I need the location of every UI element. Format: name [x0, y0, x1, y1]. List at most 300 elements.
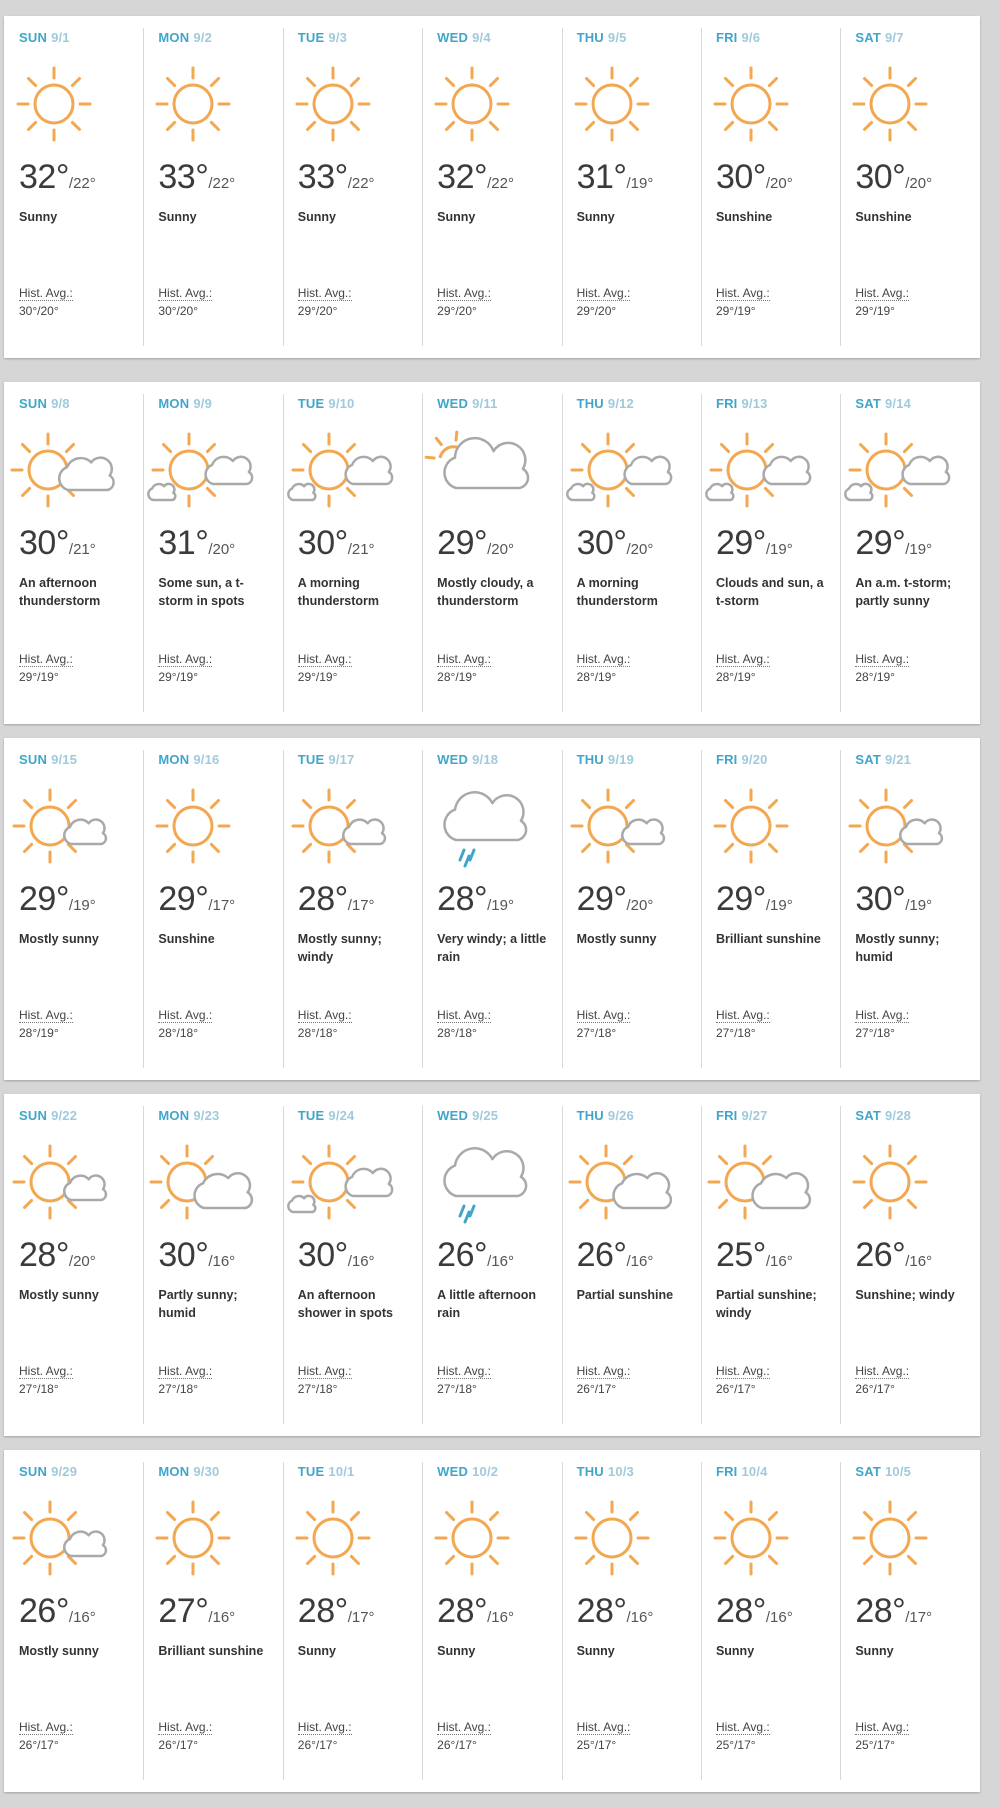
hist-avg-label[interactable]: Hist. Avg.: — [715, 1008, 770, 1022]
hist-avg-label[interactable]: Hist. Avg.: — [158, 652, 213, 666]
day-header — [298, 752, 422, 770]
hist-avg-label[interactable]: Hist. Avg.: — [715, 286, 770, 300]
historical-average — [716, 1006, 770, 1042]
low-temp: /17° — [905, 1609, 933, 1626]
low-temp: /19° — [487, 897, 514, 914]
day-header — [716, 752, 840, 770]
forecast-phrase: Mostly sunny — [19, 1644, 99, 1658]
high-temp: 29° — [855, 524, 906, 562]
hist-avg-value: 28°/18° — [297, 1026, 338, 1040]
day-date: 9/10 — [328, 396, 355, 411]
temperatures — [19, 158, 96, 197]
sun-icon — [426, 1492, 526, 1592]
day-of-week: SAT — [855, 396, 881, 411]
historical-average — [577, 284, 631, 320]
rain-icon — [426, 1136, 526, 1236]
low-temp: /16° — [208, 1253, 236, 1270]
week-row — [4, 738, 980, 1080]
high-temp: 28° — [715, 1592, 766, 1630]
day-header — [716, 396, 840, 414]
high-temp: 30° — [297, 1236, 348, 1274]
forecast-phrase: Sunny — [437, 1644, 476, 1658]
day-card[interactable] — [283, 738, 422, 1080]
day-card[interactable] — [840, 1094, 979, 1436]
high-temp: 32° — [437, 158, 488, 196]
hist-avg-value: 26°/17° — [437, 1738, 477, 1752]
day-date: 9/26 — [607, 1108, 634, 1123]
day-of-week: SAT — [855, 1464, 881, 1479]
hist-avg-label[interactable]: Hist. Avg.: — [855, 286, 910, 300]
hist-avg-label[interactable]: Hist. Avg.: — [437, 1720, 491, 1734]
sun-icon — [844, 1136, 944, 1236]
high-temp: 28° — [437, 880, 488, 918]
low-temp: /17° — [208, 897, 236, 914]
hist-avg-label[interactable]: Hist. Avg.: — [19, 1008, 73, 1022]
sun-icon — [287, 1492, 387, 1592]
temperatures — [577, 158, 654, 197]
day-card[interactable] — [562, 1094, 701, 1436]
day-date: 9/8 — [51, 396, 70, 411]
high-temp: 26° — [19, 1592, 69, 1630]
day-card[interactable] — [422, 16, 561, 358]
forecast-phrase: A morning thunderstorm — [576, 576, 658, 608]
day-card[interactable] — [562, 738, 701, 1080]
day-of-week: SUN — [19, 752, 48, 767]
day-of-week: WED — [437, 752, 469, 767]
hist-avg-value: 28°/19° — [437, 670, 477, 684]
temperatures — [716, 1592, 793, 1631]
day-card[interactable] — [701, 1094, 840, 1436]
temperatures — [716, 880, 793, 919]
day-header — [716, 1464, 840, 1482]
day-card[interactable] — [4, 1094, 143, 1436]
hist-avg-label[interactable]: Hist. Avg.: — [437, 1364, 491, 1378]
hist-avg-value: 26°/17° — [855, 1382, 895, 1396]
low-temp: /16° — [487, 1609, 514, 1626]
day-date: 9/5 — [607, 30, 627, 45]
high-temp: 30° — [19, 524, 69, 562]
day-card[interactable] — [143, 382, 282, 724]
day-header — [577, 752, 701, 770]
hist-avg-label[interactable]: Hist. Avg.: — [576, 1364, 631, 1378]
day-header — [437, 1108, 561, 1126]
forecast-phrase: Very windy; a little rain — [437, 932, 547, 964]
hist-avg-value: 30°/20° — [158, 304, 199, 318]
low-temp: /20° — [765, 175, 793, 192]
hist-avg-label[interactable]: Hist. Avg.: — [297, 286, 352, 300]
day-card[interactable] — [422, 1450, 561, 1792]
temperatures — [855, 524, 932, 563]
day-date: 10/5 — [884, 1464, 912, 1479]
sun-clouds-icon — [566, 424, 666, 524]
hist-avg-label[interactable]: Hist. Avg.: — [158, 286, 213, 300]
hist-avg-label[interactable]: Hist. Avg.: — [19, 286, 73, 300]
hist-avg-label[interactable]: Hist. Avg.: — [437, 1008, 491, 1022]
day-date: 9/21 — [884, 752, 912, 767]
day-card[interactable] — [143, 16, 282, 358]
hist-avg-label[interactable]: Hist. Avg.: — [297, 1720, 352, 1734]
hist-avg-label[interactable]: Hist. Avg.: — [576, 652, 631, 666]
hist-avg-value: 27°/18° — [297, 1382, 338, 1396]
historical-average — [437, 1718, 491, 1754]
hist-avg-label[interactable]: Hist. Avg.: — [158, 1008, 213, 1022]
temperatures — [19, 1236, 96, 1275]
day-card[interactable] — [840, 1450, 979, 1792]
day-of-week: SUN — [19, 1108, 48, 1123]
day-date: 9/2 — [193, 30, 212, 45]
day-date: 9/7 — [884, 30, 904, 45]
hist-avg-value: 26°/17° — [19, 1738, 59, 1752]
day-header — [855, 1464, 979, 1482]
day-card[interactable] — [701, 16, 840, 358]
hist-avg-label[interactable]: Hist. Avg.: — [297, 1364, 352, 1378]
sun-icon — [705, 58, 805, 158]
hist-avg-label[interactable]: Hist. Avg.: — [19, 1364, 73, 1378]
sun-icon — [147, 780, 247, 880]
week-row — [4, 1450, 980, 1792]
sun-clouds-icon — [287, 424, 387, 524]
sun-cloud-icon — [8, 424, 108, 524]
historical-average — [855, 650, 909, 686]
hist-avg-label[interactable]: Hist. Avg.: — [855, 1008, 910, 1022]
forecast-phrase: Partial sunshine — [576, 1288, 674, 1302]
day-header — [298, 1108, 422, 1126]
hist-avg-value: 29°/20° — [297, 304, 338, 318]
week-row — [4, 382, 980, 724]
historical-average — [19, 1362, 73, 1398]
day-header — [577, 396, 701, 414]
day-header — [716, 30, 840, 48]
day-header — [716, 1108, 840, 1126]
low-temp: /16° — [765, 1609, 793, 1626]
forecast-phrase: Sunshine — [715, 210, 773, 224]
sun-clouds-icon — [147, 424, 247, 524]
day-of-week: MON — [158, 1108, 190, 1123]
sun-icon — [844, 58, 944, 158]
forecast-phrase: Sunshine; windy — [855, 1288, 955, 1302]
day-header — [158, 1464, 282, 1482]
day-card[interactable] — [422, 738, 561, 1080]
forecast-phrase: An afternoon shower in spots — [297, 1288, 393, 1320]
low-temp: /17° — [347, 897, 375, 914]
forecast-phrase: Partial sunshine; windy — [715, 1288, 817, 1320]
day-date: 9/25 — [472, 1108, 499, 1123]
day-of-week: WED — [437, 396, 469, 411]
sun-icon — [426, 58, 526, 158]
day-date: 9/3 — [328, 30, 348, 45]
forecast-phrase: Clouds and sun, a t-storm — [715, 576, 824, 608]
hist-avg-label[interactable]: Hist. Avg.: — [855, 652, 910, 666]
hist-avg-label[interactable]: Hist. Avg.: — [297, 1008, 352, 1022]
hist-avg-value: 27°/18° — [576, 1026, 617, 1040]
historical-average — [158, 1006, 212, 1042]
day-card[interactable] — [840, 16, 979, 358]
forecast-phrase: Sunny — [19, 210, 58, 224]
forecast-phrase: Sunny — [158, 210, 197, 224]
low-temp: /16° — [626, 1609, 654, 1626]
high-temp: 30° — [855, 880, 906, 918]
high-temp: 33° — [158, 158, 209, 196]
low-temp: /16° — [626, 1253, 654, 1270]
forecast-phrase: A little afternoon rain — [437, 1288, 537, 1320]
historical-average — [437, 1006, 491, 1042]
temperatures — [437, 880, 514, 919]
high-temp: 33° — [297, 158, 348, 196]
hist-avg-value: 25°/17° — [715, 1738, 756, 1752]
high-temp: 30° — [576, 524, 627, 562]
forecast-phrase: Mostly sunny; windy — [297, 932, 382, 964]
low-temp: /19° — [68, 897, 96, 914]
day-card[interactable] — [283, 382, 422, 724]
temperatures — [298, 524, 375, 563]
day-header — [855, 396, 979, 414]
temperatures — [19, 524, 96, 563]
historical-average — [577, 650, 631, 686]
sun-icon — [566, 58, 666, 158]
temperatures — [158, 1592, 235, 1631]
historical-average — [577, 1362, 631, 1398]
forecast-phrase: An a.m. t-storm; partly sunny — [855, 576, 952, 608]
hist-avg-label[interactable]: Hist. Avg.: — [437, 286, 491, 300]
mostly-sunny-icon — [8, 1492, 108, 1592]
hist-avg-label[interactable]: Hist. Avg.: — [715, 1720, 770, 1734]
day-card[interactable] — [840, 738, 979, 1080]
hist-avg-value: 26°/17° — [297, 1738, 338, 1752]
historical-average — [298, 1006, 352, 1042]
historical-average — [19, 1006, 73, 1042]
day-of-week: SUN — [19, 30, 48, 45]
historical-average — [577, 1006, 631, 1042]
forecast-phrase: Sunny — [855, 1644, 894, 1658]
day-of-week: THU — [576, 1464, 604, 1479]
temperatures — [158, 158, 235, 197]
hist-avg-value: 28°/18° — [437, 1026, 477, 1040]
forecast-phrase: Sunny — [297, 1644, 336, 1658]
day-date: 9/17 — [328, 752, 355, 767]
day-card[interactable] — [4, 1450, 143, 1792]
day-card[interactable] — [283, 16, 422, 358]
day-card[interactable] — [143, 1094, 282, 1436]
forecast-phrase: Mostly sunny — [19, 1288, 99, 1302]
historical-average — [298, 650, 352, 686]
high-temp: 28° — [437, 1592, 488, 1630]
low-temp: /22° — [487, 175, 514, 192]
historical-average — [437, 1362, 491, 1398]
temperatures — [158, 880, 235, 919]
day-of-week: TUE — [297, 752, 325, 767]
mostly-sunny-icon — [566, 780, 666, 880]
day-of-week: MON — [158, 396, 190, 411]
low-temp: /20° — [208, 541, 236, 558]
low-temp: /22° — [68, 175, 96, 192]
day-card[interactable] — [840, 382, 979, 724]
hist-avg-value: 29°/20° — [437, 304, 477, 318]
day-date: 10/2 — [472, 1464, 499, 1479]
day-card[interactable] — [422, 382, 561, 724]
historical-average — [298, 1362, 352, 1398]
hist-avg-label[interactable]: Hist. Avg.: — [715, 1364, 770, 1378]
day-header — [158, 1108, 282, 1126]
temperatures — [716, 524, 793, 563]
hist-avg-label[interactable]: Hist. Avg.: — [855, 1720, 910, 1734]
historical-average — [716, 1362, 770, 1398]
day-of-week: FRI — [715, 30, 738, 45]
hist-avg-value: 28°/19° — [715, 670, 756, 684]
temperatures — [855, 1592, 932, 1631]
day-of-week: THU — [576, 1108, 604, 1123]
hist-avg-label[interactable]: Hist. Avg.: — [19, 1720, 73, 1734]
day-date: 9/27 — [741, 1108, 768, 1123]
hist-avg-value: 26°/17° — [576, 1382, 617, 1396]
hist-avg-value: 27°/18° — [158, 1382, 199, 1396]
hist-avg-value: 29°/19° — [19, 670, 59, 684]
day-header — [577, 1464, 701, 1482]
day-date: 10/3 — [607, 1464, 634, 1479]
low-temp: /20° — [487, 541, 514, 558]
hist-avg-label[interactable]: Hist. Avg.: — [715, 652, 770, 666]
day-of-week: THU — [576, 396, 604, 411]
day-of-week: SAT — [855, 30, 881, 45]
hist-avg-value: 25°/17° — [855, 1738, 895, 1752]
day-card[interactable] — [4, 738, 143, 1080]
day-date: 9/28 — [884, 1108, 912, 1123]
hist-avg-label[interactable]: Hist. Avg.: — [158, 1364, 213, 1378]
day-card[interactable] — [4, 16, 143, 358]
low-temp: /17° — [347, 1609, 375, 1626]
historical-average — [19, 650, 73, 686]
day-header — [158, 396, 282, 414]
historical-average — [158, 1718, 212, 1754]
day-card[interactable] — [422, 1094, 561, 1436]
day-of-week: FRI — [715, 396, 738, 411]
temperatures — [298, 880, 375, 919]
temperatures — [437, 158, 514, 197]
historical-average — [19, 1718, 73, 1754]
historical-average — [855, 1362, 909, 1398]
hist-avg-label[interactable]: Hist. Avg.: — [576, 1008, 631, 1022]
low-temp: /21° — [68, 541, 96, 558]
day-date: 9/4 — [472, 30, 491, 45]
day-header — [437, 752, 561, 770]
partly-sunny-icon — [147, 1136, 247, 1236]
day-card[interactable] — [701, 382, 840, 724]
day-card[interactable] — [701, 738, 840, 1080]
hist-avg-value: 29°/19° — [297, 670, 338, 684]
temperatures — [298, 1592, 375, 1631]
day-header — [158, 30, 282, 48]
day-date: 9/20 — [741, 752, 768, 767]
high-temp: 29° — [437, 524, 488, 562]
day-date: 9/22 — [51, 1108, 78, 1123]
day-card[interactable] — [701, 1450, 840, 1792]
historical-average — [19, 284, 73, 320]
hist-avg-label[interactable]: Hist. Avg.: — [576, 1720, 631, 1734]
day-of-week: THU — [576, 30, 604, 45]
day-date: 9/1 — [51, 30, 70, 45]
hist-avg-value: 28°/19° — [855, 670, 895, 684]
historical-average — [855, 1006, 909, 1042]
high-temp: 28° — [576, 1592, 627, 1630]
forecast-phrase: Brilliant sunshine — [158, 1644, 264, 1658]
sun-icon — [147, 58, 247, 158]
week-row — [4, 16, 980, 358]
low-temp: /16° — [208, 1609, 236, 1626]
hist-avg-value: 29°/19° — [715, 304, 756, 318]
day-header — [158, 752, 282, 770]
hist-avg-label[interactable]: Hist. Avg.: — [19, 652, 73, 666]
high-temp: 30° — [158, 1236, 209, 1274]
hist-avg-label[interactable]: Hist. Avg.: — [855, 1364, 910, 1378]
historical-average — [855, 284, 909, 320]
day-date: 9/23 — [193, 1108, 220, 1123]
forecast-phrase: Sunny — [576, 1644, 615, 1658]
day-card[interactable] — [562, 382, 701, 724]
day-header — [437, 396, 561, 414]
sun-icon — [844, 1492, 944, 1592]
day-header — [577, 1108, 701, 1126]
temperatures — [158, 1236, 235, 1275]
day-card[interactable] — [562, 1450, 701, 1792]
temperatures — [716, 158, 793, 197]
day-card[interactable] — [283, 1094, 422, 1436]
forecast-phrase: Mostly sunny — [576, 932, 657, 946]
day-date: 9/13 — [741, 396, 768, 411]
hist-avg-label[interactable]: Hist. Avg.: — [158, 1720, 213, 1734]
historical-average — [437, 284, 491, 320]
day-card[interactable] — [143, 1450, 282, 1792]
sun-icon — [566, 1492, 666, 1592]
mostly-sunny-icon — [287, 780, 387, 880]
day-date: 9/29 — [51, 1464, 78, 1479]
historical-average — [298, 1718, 352, 1754]
hist-avg-label[interactable]: Hist. Avg.: — [297, 652, 352, 666]
sun-icon — [147, 1492, 247, 1592]
temperatures — [855, 880, 932, 919]
low-temp: /19° — [765, 897, 793, 914]
day-card[interactable] — [283, 1450, 422, 1792]
temperatures — [19, 880, 96, 919]
mostly-cloudy-icon — [426, 424, 526, 524]
hist-avg-value: 27°/18° — [19, 1382, 59, 1396]
hist-avg-label[interactable]: Hist. Avg.: — [576, 286, 631, 300]
day-header — [19, 1464, 143, 1482]
day-of-week: TUE — [297, 1464, 325, 1479]
day-date: 9/15 — [51, 752, 78, 767]
day-date: 9/9 — [193, 396, 212, 411]
high-temp: 25° — [715, 1236, 766, 1274]
temperatures — [19, 1592, 96, 1631]
temperatures — [577, 1236, 654, 1275]
forecast-phrase: An afternoon thunderstorm — [19, 576, 101, 608]
day-card[interactable] — [562, 16, 701, 358]
hist-avg-label[interactable]: Hist. Avg.: — [437, 652, 491, 666]
low-temp: /19° — [626, 175, 654, 192]
day-card[interactable] — [143, 738, 282, 1080]
low-temp: /22° — [208, 175, 236, 192]
hist-avg-value: 30°/20° — [19, 304, 59, 318]
temperatures — [437, 1236, 514, 1275]
day-of-week: FRI — [715, 1108, 738, 1123]
mostly-sunny-icon — [8, 1136, 108, 1236]
high-temp: 29° — [19, 880, 69, 918]
hist-avg-value: 28°/19° — [19, 1026, 59, 1040]
temperatures — [577, 880, 654, 919]
historical-average — [158, 1362, 212, 1398]
week-row — [4, 1094, 980, 1436]
day-card[interactable] — [4, 382, 143, 724]
temperatures — [577, 1592, 654, 1631]
temperatures — [298, 1236, 375, 1275]
